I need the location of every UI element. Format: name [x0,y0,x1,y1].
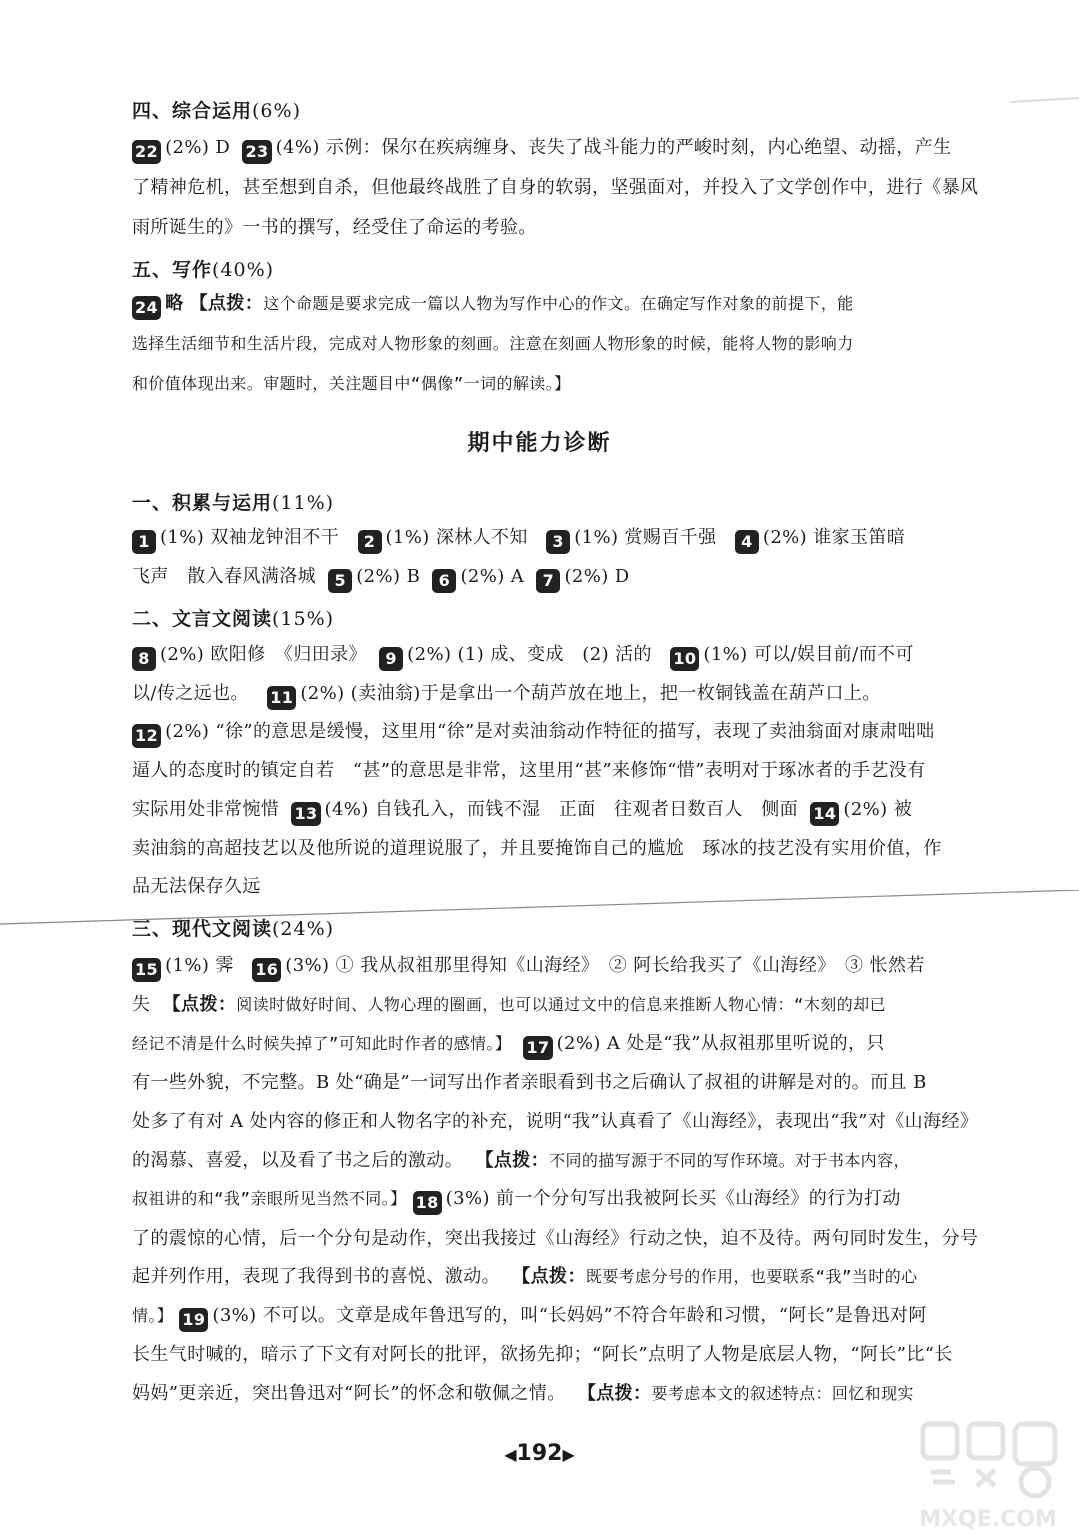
question-number-badge: 23 [242,140,271,164]
tip-line: 和价值体现出来。审题时，关注题目中“偶像”一词的解读。】 [132,374,571,393]
question-number-badge: 16 [252,958,281,982]
answer-line: 雨所诞生的》一书的撰写，经受住了命运的考验。 [132,217,537,238]
question-number-badge: 2 [358,530,382,554]
section-heading: 三、现代文阅读(24%) [132,918,335,940]
question-number-badge: 3 [546,530,570,554]
question-number-badge: 10 [670,647,699,671]
answer-line: 的渴慕、喜爱，以及看了书之后的激动。 【点拨：不同的描写源于不同的写作环境。对于书本内容， [132,1150,910,1171]
question-number-badge: 4 [735,530,759,554]
tip-line: 选择生活细节和生活片段，完成对人物形象的刻画。注意在刻画人物形象的时候，能将人物的影响力 [132,334,854,353]
question-number-badge: 6 [432,569,456,593]
question-number-badge: 22 [132,140,161,164]
answer-line: 长生气时喊的，暗示了下文有对阿长的批评，欲扬先抑；“阿长”点明了人物是底层人物，“阿长”比“长 [132,1344,953,1365]
answer-line: 叔祖讲的和“我”亲眼所见当然不同。】 18 (3%) 前一个分句写出我被阿长买《山海经》的行为打动 [132,1188,901,1215]
answer-line: 以/传之远也。 11 (2%) (卖油翁)于是拿出一个葫芦放在地上，把一枚铜钱盖在葫芦口上。 [132,683,881,710]
svg-text:MXQE.COM: MXQE.COM [919,1507,1057,1532]
section-heading: 四、综合运用(6%) [132,100,301,122]
question-number-badge: 8 [132,647,156,671]
question-number-badge: 18 [413,1191,442,1215]
answer-line: 失 【点拨：阅读时做好时间、人物心理的圈画，也可以通过文中的信息来推断人物心情：“木刻的却已 [132,994,886,1015]
answer-line: 处多了有对 A 处内容的修正和人物名字的补充，说明“我”认真看了《山海经》，表现出“我”对《山海经》 [132,1111,979,1132]
question-number-badge: 14 [810,802,839,826]
watermark-logo [903,1416,1073,1534]
question-number-badge: 12 [132,724,161,748]
section-heading: 一、积累与运用(11%) [132,492,335,514]
left-arrow-icon: ◀ [504,1445,517,1464]
question-number-badge: 11 [267,686,296,710]
answer-line: 经记不清是什么时候失掉了”可知此时作者的感情。】 17 (2%) A 处是“我”从叔祖那里听说的，只 [132,1033,885,1060]
section-heading: 五、写作(40%) [132,259,275,281]
answer-line: 了精神危机，甚至想到自杀，但他最终战胜了自身的软弱，坚强面对，并投入了文学创作中，进行《暴风 [132,177,979,198]
answer-line: 飞声 散入春风满洛城 5 (2%) B 6 (2%) A 7 (2%) D [132,566,630,593]
section-heading: 二、文言文阅读(15%) [132,608,335,630]
answer-line: 实际用处非常惋惜 13 (4%) 自钱孔入，而钱不湿 正面 往观者日数百人 侧面 14 (2%) 被 [132,799,912,826]
page-number: ◀192▶ [504,1441,575,1466]
answer-line: 8 (2%) 欧阳修 《归田录》 9 (2%) (1) 成、变成 (2) 活的 10 (1%) 可以/娱目前/而不可 [132,644,914,671]
question-number-badge: 19 [179,1308,208,1332]
answer-line: 起并列作用，表现了我得到书的喜悦、激动。 【点拨：既要考虑分号的作用，也要联系“我”当时的心 [132,1266,918,1287]
question-number-badge: 9 [379,647,403,671]
answer-line: 情。】 19 (3%) 不可以。文章是成年鲁迅写的，叫“长妈妈”不符合年龄和习惯，“阿长”是鲁迅对阿 [132,1305,927,1332]
question-number-badge: 17 [523,1036,552,1060]
answer-line: 22 (2%) D 23 (4%) 示例：保尔在疾病缠身、丧失了战斗能力的严峻时刻，内心绝望、动摇，产生 [132,137,951,164]
question-number-badge: 7 [536,569,560,593]
answer-line: 24 略 【点拨：这个命题是要求完成一篇以人物为写作中心的作文。在确定写作对象的前提下，能 [132,293,854,320]
answer-line: 逼人的态度时的镇定自若 “甚”的意思是非常，这里用“甚”来修饰“惜”表明对于琢冰者的手艺没有 [132,760,926,781]
answer-line: 卖油翁的高超技艺以及他所说的道理说服了，并且要掩饰自己的尴尬 琢冰的技艺没有实用价值，作 [132,838,942,859]
answer-line: 12 (2%) “徐”的意思是缓慢，这里用“徐”是对卖油翁动作特征的描写，表现了卖油翁面对康肃咄咄 [132,721,935,748]
exam-title: 期中能力诊断 [467,431,612,456]
answer-line: 15 (1%) 霁 16 (3%) ① 我从叔祖那里得知《山海经》 ② 阿长给我买了《山海经》 ③ 怅然若 [132,955,925,982]
answer-line: 品无法保存久远 [132,876,261,897]
question-number-badge: 1 [132,530,156,554]
right-arrow-icon: ▶ [562,1445,575,1464]
question-number-badge: 24 [132,296,161,320]
answer-line: 有一些外貌，不完整。B 处“确是”一词写出作者亲眼看到书之后确认了叔祖的讲解是对的。而且 B [132,1072,927,1093]
answer-line: 妈妈”更亲近，突出鲁迅对“阿长”的怀念和敬佩之情。 【点拨：要考虑本文的叙述特点：回忆和现实 [132,1383,914,1404]
answer-line: 1 (1%) 双袖龙钟泪不干 2 (1%) 深林人不知 3 (1%) 赏赐百千强 4 (2%) 谁家玉笛暗 [132,527,905,554]
question-number-badge: 15 [132,958,161,982]
question-number-badge: 5 [328,569,352,593]
scan-mark [1000,80,1079,120]
answer-line: 了的震惊的心情，后一个分句是动作，突出我接过《山海经》行动之快，迫不及待。两句同时发生，分号 [132,1228,979,1249]
question-number-badge: 13 [291,802,320,826]
